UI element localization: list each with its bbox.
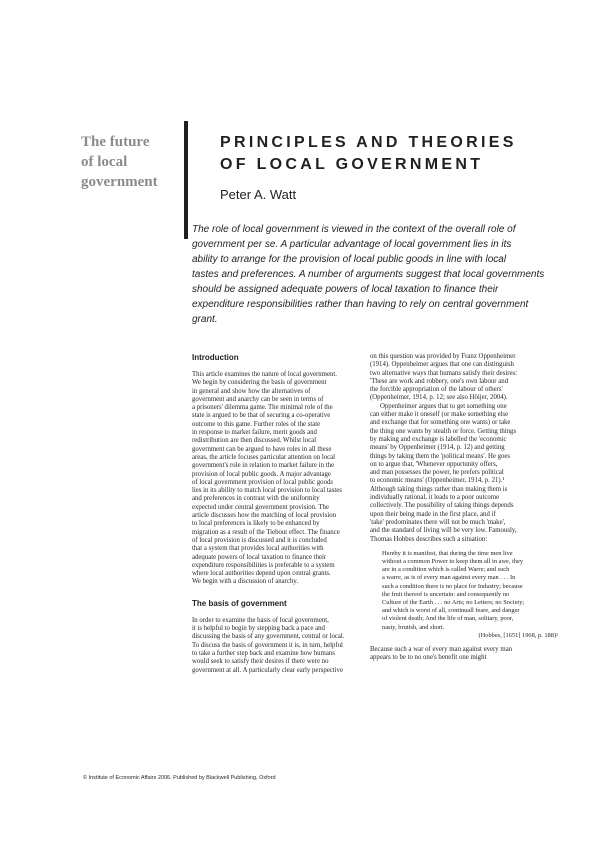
text-line: a prisoners' dilemma game. The minimal role of the bbox=[192, 404, 333, 412]
text-line: discussing the basis of any government, central or local. bbox=[192, 633, 345, 641]
text-line: 'take' predominates there will not be much 'make', bbox=[370, 518, 506, 526]
text-line: Thomas Hobbes describes such a situation: bbox=[370, 535, 488, 543]
section-label-line: The future bbox=[81, 134, 150, 150]
text-line: to take a further step back and examine how humans bbox=[192, 649, 335, 657]
text-line: of violent death; And the life of man, solitary, poor, bbox=[382, 615, 514, 623]
text-line: without a common Power to keep them all in awe, they bbox=[382, 558, 524, 566]
title-line: OF LOCAL GOVERNMENT bbox=[220, 156, 484, 173]
oppenheimer-paragraph bbox=[370, 353, 562, 403]
text-line: the forcible appropriation of the labour of others' bbox=[370, 386, 503, 394]
text-line: the fruit thereof is uncertain: and consequently no bbox=[382, 590, 510, 598]
copyright-footer: © Institute of Economic Affairs 2006. Published by Blackwell Publishing, Oxford bbox=[83, 775, 276, 781]
text-line: We begin with a discussion of anarchy. bbox=[192, 578, 299, 586]
intro-paragraph bbox=[192, 371, 362, 587]
text-line: tastes and preferences. A number of arguments suggest that local governments bbox=[192, 269, 545, 280]
text-line: and exchange that for something one wants) or take bbox=[370, 419, 511, 427]
text-line: upon their being made in the first place, and if bbox=[370, 510, 496, 518]
basis-paragraph bbox=[192, 617, 362, 675]
text-line: This article examines the nature of local government. bbox=[192, 371, 337, 378]
text-line: The role of local government is viewed in the context of the overall role of bbox=[192, 224, 516, 235]
text-line: can either make it oneself (or make something else bbox=[370, 411, 509, 419]
text-line: appears to be to no one's benefit one might bbox=[370, 654, 487, 662]
hobbes-quote bbox=[370, 550, 562, 632]
text-line: Culture of the Earth . . . no Arts; no Letters; no Society; bbox=[382, 599, 525, 607]
text-line: of local government provision of local public goods bbox=[192, 478, 334, 486]
article-title bbox=[220, 132, 580, 176]
text-line: on to argue that, 'Whenever opportunity offers, bbox=[370, 460, 498, 468]
intro-heading: Introduction bbox=[192, 353, 239, 362]
text-line: and the standard of living will be very low. Famously, bbox=[370, 527, 517, 535]
title-rule bbox=[184, 121, 188, 239]
text-line: redistribution are then discussed. Whilst local bbox=[192, 437, 317, 445]
text-line: means' by Oppenheimer (1914, p. 12) and getting bbox=[370, 444, 505, 452]
text-line: by making and exchange is labelled the 'economic bbox=[370, 435, 507, 443]
text-line: and preferences in contrast with the uniformity bbox=[192, 495, 320, 503]
section-label bbox=[81, 132, 181, 192]
text-line: should be assigned adequate powers of local taxation to finance their bbox=[192, 284, 499, 295]
text-line: in response to market failure, merit goods and bbox=[192, 429, 317, 437]
text-line: it is helpful to begin by stepping back a pace and bbox=[192, 625, 325, 633]
abstract bbox=[192, 222, 564, 327]
text-line: two alternative ways that humans satisfy their desires: bbox=[370, 369, 518, 377]
text-line: expenditure responsibilities is preferable to a system bbox=[192, 561, 335, 569]
text-line: individually rational, it leads to a poor outcome bbox=[370, 494, 500, 502]
text-line: (1914). Oppenheimer argues that one can distinguish bbox=[370, 361, 514, 369]
text-line: government can be argued to have roles in all these bbox=[192, 445, 332, 453]
text-line: Oppenheimer argues that to get something one bbox=[380, 402, 507, 410]
text-line: the thing one wants by stealth or force. Getting things bbox=[370, 427, 517, 435]
text-line: on this question was provided by Franz Oppenheimer bbox=[370, 353, 516, 360]
text-line: a warre, as is of every man against every man . . . In bbox=[382, 574, 516, 582]
text-line: in general and show how the alternatives of bbox=[192, 387, 311, 395]
text-line: adequate powers of local taxation to finance their bbox=[192, 553, 327, 561]
text-line: where local authorities depend upon central grants. bbox=[192, 570, 331, 578]
text-line: areas, the article focuses particular attention on local bbox=[192, 453, 336, 461]
text-line: are in a condition which is called Warre; and such bbox=[382, 566, 510, 574]
text-line: government and anarchy can be seen in terms of bbox=[192, 395, 324, 403]
closing-paragraph bbox=[370, 646, 562, 663]
text-line: 'These are work and robbery, one's own labour and bbox=[370, 377, 509, 385]
title-line: PRINCIPLES AND THEORIES bbox=[220, 134, 517, 151]
text-line: such a condition there is no place for Industry; because bbox=[382, 582, 523, 590]
text-line: Although taking things rather than making them is bbox=[370, 485, 508, 493]
text-line: article discusses how the matching of local provision bbox=[192, 512, 337, 520]
basis-heading: The basis of government bbox=[192, 598, 287, 608]
text-line: migration as a result of the Tiebout effect. The finance bbox=[192, 528, 340, 536]
text-line: government at all. A particularly clear early perspective bbox=[192, 666, 343, 674]
quote-citation: (Hobbes, [1651] 1968, p. 188)² bbox=[478, 631, 558, 639]
text-line: expected under central government provision. The bbox=[192, 503, 329, 511]
text-line: ability to arrange for the provision of local public goods in line with local bbox=[192, 254, 507, 265]
text-line: to economic means' (Oppenheimer, 1914, p. 21).¹ bbox=[370, 477, 505, 485]
section-label-line: government bbox=[81, 174, 158, 190]
text-line: state is argued to be that of securing a co-operative bbox=[192, 412, 331, 420]
text-line: nasty, brutish, and short. bbox=[382, 623, 445, 631]
text-line: and which is worst of all, continuall feare, and danger bbox=[382, 607, 520, 615]
text-line: expenditure responsibilities rather than having to rely on central government bbox=[192, 299, 529, 310]
text-line: that a system that provides local authorities with bbox=[192, 545, 324, 553]
text-line: Hereby it is manifest, that during the time men live bbox=[382, 549, 513, 557]
text-line: collectively. The possibility of taking things depends bbox=[370, 502, 514, 510]
text-line: would seek to satisfy their desires if there were no bbox=[192, 658, 329, 666]
text-line: to local preferences is likely to be enhanced by bbox=[192, 520, 320, 528]
text-line: government's role in relation to market failure in the bbox=[192, 462, 335, 470]
text-line: of local provision is discussed and it is concluded bbox=[192, 536, 327, 544]
text-line: and man possesses the power, he prefers political bbox=[370, 469, 504, 477]
text-line: outcome to this game. Further roles of the state bbox=[192, 420, 321, 428]
text-line: things by taking them the 'political means'. He goes bbox=[370, 452, 511, 460]
section-label-line: of local bbox=[81, 154, 128, 170]
text-line: (Oppenheimer, 1914, p. 12; see also Höijer, 2004). bbox=[370, 394, 508, 402]
right-column bbox=[370, 353, 562, 663]
left-column bbox=[192, 353, 362, 675]
text-line: To discuss the basis of government it is, in turn, helpful bbox=[192, 641, 343, 649]
means-paragraph bbox=[370, 403, 562, 544]
text-line: We begin by considering the basis of government bbox=[192, 379, 327, 387]
text-line: In order to examine the basis of local government, bbox=[192, 616, 329, 624]
text-line: grant. bbox=[192, 314, 218, 325]
text-line: lies in its ability to match local provision to local tastes bbox=[192, 487, 342, 495]
text-line: government per se. A particular advantage of local government lies in its bbox=[192, 239, 512, 250]
text-line: Because such a war of every man against every man bbox=[370, 646, 513, 654]
author-name: Peter A. Watt bbox=[220, 187, 297, 202]
text-line: provision of local public goods. A major advantage bbox=[192, 470, 331, 478]
